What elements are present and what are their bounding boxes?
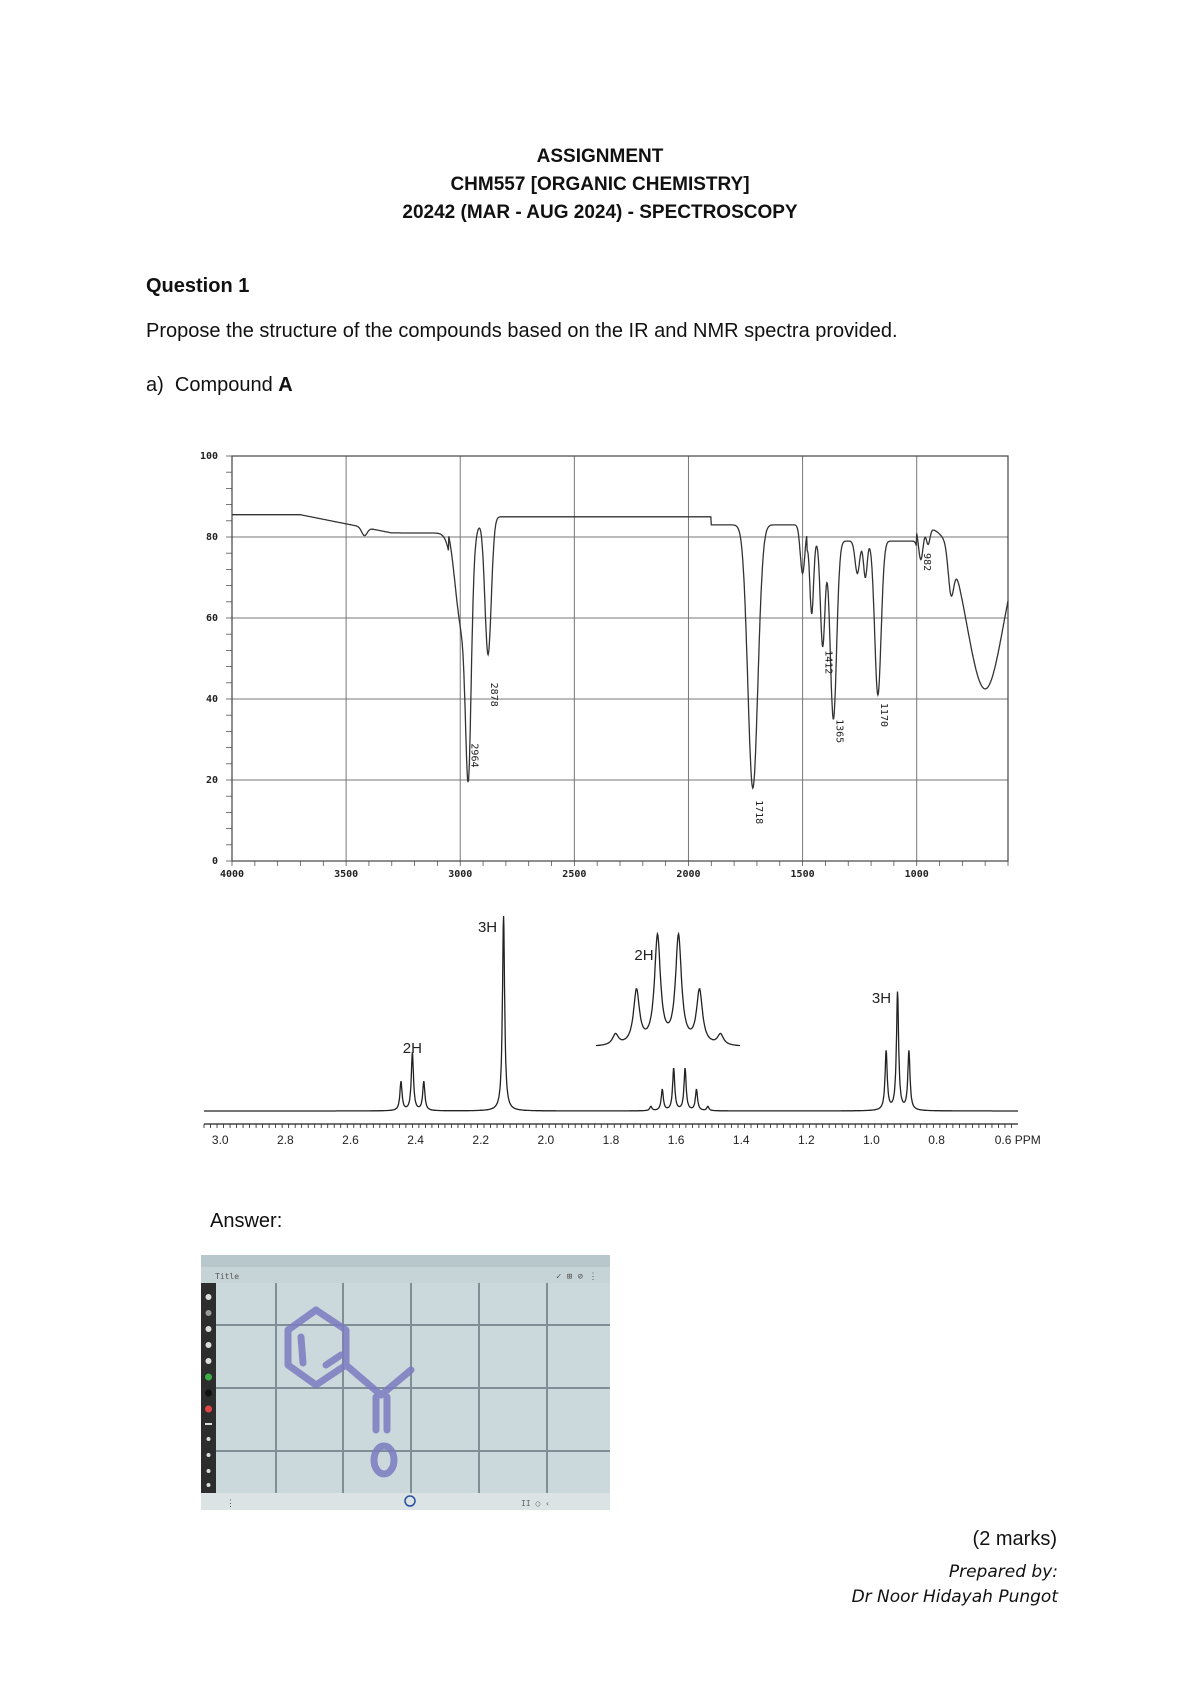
- marks-label: (2 marks): [972, 1528, 1057, 1550]
- ir-spectrum-chart: [0, 440, 1200, 880]
- ir-y-tick-label: 20: [205, 775, 218, 786]
- question-instruction: Propose the structure of the compounds based on the IR and NMR spectra provided.: [146, 320, 898, 342]
- ir-x-tick-label: 3000: [448, 869, 473, 880]
- nmr-x-tick-label: 1.2: [798, 1133, 815, 1147]
- ir-y-tick-label: 0: [211, 856, 218, 867]
- ir-x-tick-label: 1000: [904, 869, 929, 880]
- nmr-ticks: [212, 1133, 1041, 1147]
- header-session: 20242 (MAR - AUG 2024) - SPECTROSCOPY: [402, 202, 798, 223]
- ir-peak-label: 1412: [822, 650, 834, 675]
- nmr-x-tick-label: 2.2: [472, 1133, 490, 1147]
- nmr-x-tick-label: 3.0: [211, 1133, 229, 1147]
- ir-x-tick-label: 3500: [334, 869, 359, 880]
- ir-grid: [226, 456, 1008, 866]
- nmr-integration-label: 2H: [634, 947, 654, 964]
- ir-y-tick-label: 40: [205, 694, 218, 705]
- nmr-x-tick-label: 2.0: [537, 1133, 555, 1147]
- nmr-spectrum-trace: [204, 916, 1018, 1111]
- nmr-x-tick-label: 2.6: [342, 1133, 359, 1147]
- ir-y-tick-label: 100: [199, 451, 218, 462]
- ir-x-tick-label: 2500: [562, 869, 587, 880]
- nmr-integration-label: 3H: [477, 919, 498, 936]
- answer-label: Answer:: [210, 1210, 283, 1232]
- app-title: Title: [215, 1272, 240, 1281]
- nmr-integration-label: 2H: [402, 1040, 422, 1057]
- ir-x-tick-label: 2000: [676, 869, 701, 880]
- part-prefix: a) Compound: [146, 374, 279, 396]
- nmr-x-tick-label: 0.8: [928, 1133, 945, 1147]
- ir-x-tick-label: 1500: [790, 869, 815, 880]
- ir-spectrum-trace: [232, 515, 1008, 788]
- svg-text:✓ ⊞ ⊘ ⋮: ✓ ⊞ ⊘ ⋮: [556, 1272, 598, 1282]
- ir-peak-label: 2964: [468, 743, 480, 768]
- header-course: CHM557 [ORGANIC CHEMISTRY]: [450, 174, 750, 195]
- question-title: Question 1: [146, 275, 250, 297]
- ir-peak-label: 982: [920, 553, 932, 572]
- ir-x-tick-label: 4000: [219, 869, 245, 880]
- nmr-x-tick-label: 1.8: [602, 1133, 620, 1147]
- nmr-x-tick-label: 1.4: [732, 1133, 750, 1147]
- svg-text:II ○ ‹: II ○ ‹: [521, 1499, 550, 1508]
- prepared-by-label: Prepared by:: [948, 1562, 1058, 1582]
- nmr-x-tick-label: 2.8: [277, 1133, 294, 1147]
- ir-peak-label: 1170: [877, 702, 889, 727]
- nmr-x-tick-label: 0.6 PPM: [994, 1133, 1041, 1147]
- question-part-a: [146, 374, 293, 397]
- ir-peak-label: 2878: [488, 682, 500, 707]
- ir-peak-label: 1718: [752, 800, 764, 825]
- ir-peak-label: 1365: [833, 719, 845, 744]
- ir-y-tick-label: 80: [205, 532, 218, 543]
- answer-sketch-image: [201, 1255, 610, 1510]
- nmr-x-tick-label: 1.6: [667, 1133, 685, 1147]
- author-name: Dr Noor Hidayah Pungot: [851, 1587, 1058, 1607]
- nmr-spectrum-chart: [0, 900, 1200, 1160]
- nmr-integration-label: 3H: [871, 990, 892, 1007]
- nmr-expansion-trace: [596, 934, 740, 1046]
- nmr-x-tick-label: 2.4: [407, 1133, 424, 1147]
- nmr-x-tick-label: 1.0: [863, 1133, 880, 1147]
- compound-label: A: [278, 374, 293, 396]
- svg-text:⋮: ⋮: [226, 1499, 235, 1509]
- header-title: ASSIGNMENT: [536, 146, 664, 167]
- ir-y-tick-label: 60: [205, 613, 218, 624]
